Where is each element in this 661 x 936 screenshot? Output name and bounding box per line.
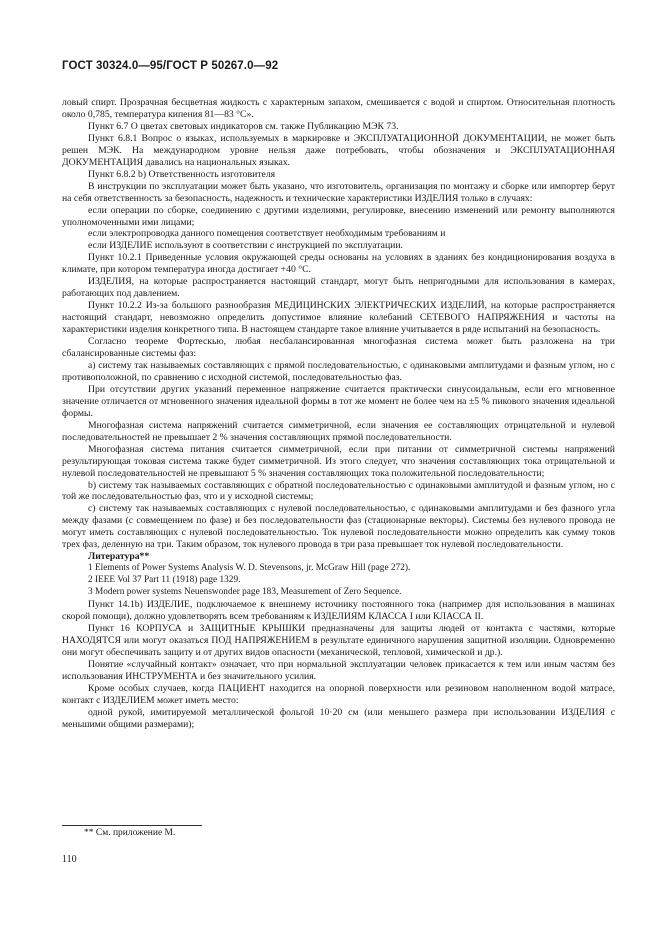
paragraph: Кроме особых случаев, когда ПАЦИЕНТ находится на опорной поверхности или резиновом наполненном водой матрасе, контакт с ИЗДЕЛИЕМ может иметь место: xyxy=(62,682,615,706)
literature-heading: Литература** xyxy=(88,551,150,563)
paragraph: Пункт 10.2.2 Из-за большого разнообразия МЕДИЦИНСКИХ ЭЛЕКТРИЧЕСКИХ ИЗДЕЛИЙ, на которые распространяется настоящий стандарт, невозможно определить допустимое влияние колебаний СЕТЕВОГО НАПРЯЖЕНИЯ и частоты на характеристики изделия конкретного типа. В настоящем стандарте такое влияние учитывается в ряде испытаний на безопасность. xyxy=(62,300,615,336)
footnote: ** См. приложение М. xyxy=(84,828,176,838)
paragraph: b) систему так называемых составляющих с обратной последовательностью с одинаковыми амплитудой и фазным углом, но с той же последовательностью фаз, что и у исходной системы; xyxy=(62,479,615,503)
paragraph: При отсутствии других указаний переменное напряжение считается практически синусоидальным, если его мгновенное значение отличается от мгновенного значения идеальной формы в тот же момент не более чем на ±5 % пикового значения идеальной формы. xyxy=(62,383,615,419)
paragraph: Согласно теореме Фортескью, любая несбалансированная многофазная система может быть разложена на три сбалансированные системы фаз: xyxy=(62,336,615,360)
paragraph: ИЗДЕЛИЯ, на которые распространяется настоящий стандарт, могут быть непригодными для использования в камерах, работающих под давлением. xyxy=(62,276,615,300)
paragraph: ловый спирт. Прозрачная бесцветная жидкость с характерным запахом, смешивается с водой и спиртом. Относительная плотность около 0,785, температура кипения 81—83 °С». xyxy=(62,97,615,120)
paragraph: Пункт 6.8.2 b) Ответственность изготовителя xyxy=(88,168,276,180)
paragraph: Пункт 16 КОРПУСА и ЗАЩИТНЫЕ КРЫШКИ предназначены для защиты людей от контакта с частями, которые НАХОДЯТСЯ или могут оказаться ПОД НАПРЯЖЕНИЕМ в результате единичного нарушения защитной изоляции. Одновременно они могут обеспечивать защиту и от других видов опасности (механической, тепловой, химической и др.). xyxy=(62,622,615,658)
paragraph: Многофазная система питания считается симметричной, если при питании от симметричной системы напряжений результирующая токовая система также будет симметричной. Из этого следует, что значения составляющих тока отрицательной и нулевой последовательностей не превышают 5 % значения составляющих тока положительной последовательности; xyxy=(62,443,615,479)
paragraph: Пункт 10.2.1 Приведенные условия окружающей среды основаны на условиях в зданиях без кондиционирования воздуха в климате, при котором температура иногда достигает +40 °С. xyxy=(62,252,615,276)
footnote-divider xyxy=(62,825,202,826)
paragraph: с) систему так называемых составляющих с нулевой последовательностью, с одинаковыми амплитудами и без фазного угла между фазами (с совмещением по фазе) и без последовательности фаз (стационарные векторы). Системы без нулевого провода не могут иметь составляющих с нулевой последовательностью. Ток нулевой последовательности можно определить как сумму токов трех фаз, деленную на три. Таким образом, ток нулевого провода в три раза превышает ток нулевой последовательности. xyxy=(62,503,615,551)
paragraph: Пункт 6.7 О цветах световых индикаторов см. также Публикацию МЭК 73. xyxy=(88,120,399,132)
body-text xyxy=(62,97,615,731)
paragraph: а) систему так называемых составляющих с прямой последовательностью, с одинаковыми амплитудами и фазным углом, но с противоположной, по сравнению с исходной системой, последовательностью фаз. xyxy=(62,359,615,383)
paragraph: если ИЗДЕЛИЕ используют в соответствии с инструкцией по эксплуатации. xyxy=(88,240,403,252)
literature-item: 2 IEEE Vol 37 Part 11 (1918) page 1329. xyxy=(88,575,241,586)
paragraph: Понятие «случайный контакт» означает, что при нормальной эксплуатации человек прикасается к тем или иным частям без использования ИНСТРУМЕНТА и без значительного усилия. xyxy=(62,658,615,682)
page-number: 110 xyxy=(62,854,77,865)
paragraph: если операции по сборке, соединению с другими изделиями, регулировке, внесению изменений или ремонту выполняются уполномоченными ими лицами; xyxy=(62,204,615,228)
paragraph: Пункт 6.8.1 Вопрос о языках, используемых в маркировке и ЭКСПЛУАТАЦИОННОЙ ДОКУМЕНТАЦИИ, не может быть решен МЭК. На международном уровне нельзя даже потребовать, чтобы обозначения и ЭКСПЛУАТАЦИОННАЯ ДОКУМЕНТАЦИЯ давались на национальных языках. xyxy=(62,132,615,168)
running-header: ГОСТ 30324.0—95/ГОСТ Р 50267.0—92 xyxy=(62,60,279,72)
literature-item: 3 Modern power systems Neuenswonder page 183, Measurement of Zero Sequence. xyxy=(88,587,402,598)
paragraph: если электропроводка данного помещения соответствует необходимым требованиям и xyxy=(88,228,446,240)
paragraph: В инструкции по эксплуатации может быть указано, что изготовитель, организация по монтажу и сборке или импортер берут на себя ответственность за безопасность, надежность и технические характеристики ИЗДЕЛИЯ только в случаях: xyxy=(62,180,615,204)
paragraph: одной рукой, имитируемой металлической фольгой 10·20 см (или меньшего размера при использовании ИЗДЕЛИЯ с меньшими общими размерами); xyxy=(62,706,615,730)
paragraph: Пункт 14.1b) ИЗДЕЛИЕ, подключаемое к внешнему источнику постоянного тока (например для использования в машинах скорой помощи), должно удовлетворять всем требованиям к ИЗДЕЛИЯМ КЛАССА I или КЛАССА II. xyxy=(62,599,615,622)
paragraph: Многофазная система напряжений считается симметричной, если значения ее составляющих отрицательной и нулевой последовательностей не превышает 2 % значения составляющих прямой последовательности. xyxy=(62,419,615,443)
literature-item: 1 Elements of Power Systems Analysis W. D. Stevensons, jr. McGraw Hill (page 272). xyxy=(88,563,411,574)
